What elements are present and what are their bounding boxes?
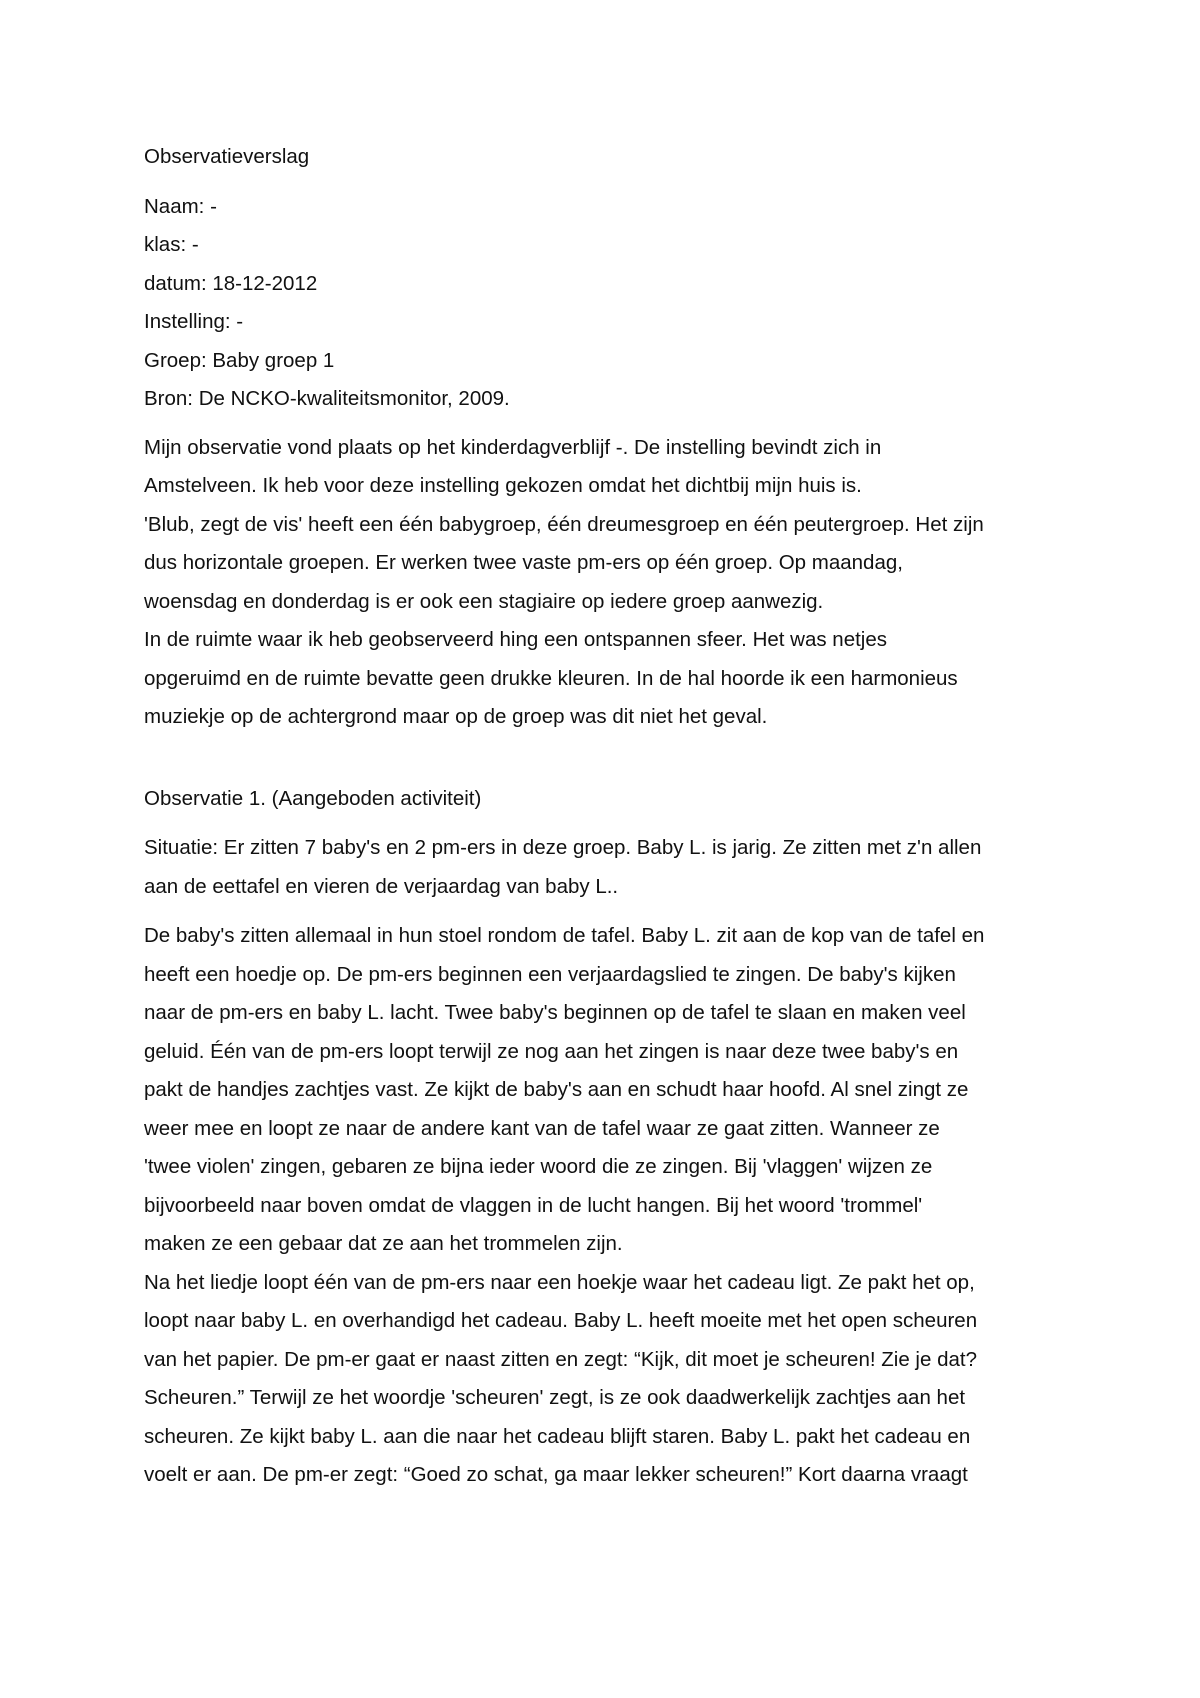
intro-line: dus horizontale groepen. Er werken twee vaste pm-ers op één groep. Op maandag, [144,551,903,574]
meta-bron: Bron: De NCKO-kwaliteitsmonitor, 2009. [144,387,510,410]
body-line: De baby's zitten allemaal in hun stoel rondom de tafel. Baby L. zit aan de kop van de tafel en [144,924,985,947]
intro-paragraph [144,429,1074,737]
situation-line: aan de eettafel en vieren de verjaardag van baby L.. [144,874,619,898]
body-line: naar de pm-ers en baby L. lacht. Twee baby's beginnen op de tafel te slaan en maken veel [144,1001,966,1024]
body-line: Scheuren.” Terwijl ze het woordje 'scheuren' zegt, is ze ook daadwerkelijk zachtjes aan het [144,1386,966,1409]
intro-line: opgeruimd en de ruimte bevatte geen drukke kleuren. In de hal hoorde ik een harmonieus [144,666,958,690]
meta-block [144,188,1074,419]
intro-line: 'Blub, zegt de vis' heeft een één babygroep, één dreumesgroep en één peutergroep. Het zijn [144,512,984,536]
document-title: Observatieverslag [144,145,310,168]
meta-klas: klas: - [144,233,199,256]
body-line: maken ze een gebaar dat ze aan het trommelen zijn. [144,1232,623,1255]
meta-datum: datum: 18-12-2012 [144,271,318,295]
situation-line: Situatie: Er zitten 7 baby's en 2 pm-ers in deze groep. Baby L. is jarig. Ze zitten met z'n allen [144,836,982,859]
intro-line: woensdag en donderdag is er ook een stagiaire op iedere groep aanwezig. [144,589,824,613]
body-line: bijvoorbeeld naar boven omdat de vlaggen in de lucht hangen. Bij het woord 'trommel' [144,1193,923,1217]
intro-line: Amstelveen. Ik heb voor deze instelling gekozen omdat het dichtbij mijn huis is. [144,474,862,497]
situation-paragraph [144,829,1074,906]
body-line: scheuren. Ze kijkt baby L. aan die naar het cadeau blijft staren. Baby L. pakt het cadeau en [144,1424,971,1448]
body-line: pakt de handjes zachtjes vast. Ze kijkt de baby's aan en schudt haar hoofd. Al snel zingt ze [144,1078,969,1101]
intro-line: muziekje op de achtergrond maar op de groep was dit niet het geval. [144,705,768,728]
document-page [144,138,1074,1495]
body-line: Na het liedje loopt één van de pm-ers naar een hoekje waar het cadeau ligt. Ze pakt het op, [144,1270,975,1294]
intro-line: Mijn observatie vond plaats op het kinderdagverblijf -. De instelling bevindt zich in [144,435,882,459]
meta-groep: Groep: Baby groep 1 [144,348,335,372]
body-line: weer mee en loopt ze naar de andere kant van de tafel waar ze gaat zitten. Wanneer ze [144,1116,940,1140]
body-line: heeft een hoedje op. De pm-ers beginnen een verjaardagslied te zingen. De baby's kijken [144,962,956,986]
body-line: voelt er aan. De pm-er zegt: “Goed zo schat, ga maar lekker scheuren!” Kort daarna vraagt [144,1463,968,1486]
observation-body [144,917,1074,1495]
body-line: geluid. Één van de pm-ers loopt terwijl ze nog aan het zingen is naar deze twee baby's en [144,1039,959,1063]
meta-naam: Naam: - [144,194,217,218]
body-line: 'twee violen' zingen, gebaren ze bijna ieder woord die ze zingen. Bij 'vlaggen' wijzen ze [144,1155,933,1178]
meta-instelling: Instelling: - [144,310,244,333]
body-line: van het papier. De pm-er gaat er naast zitten en zegt: “Kijk, dit moet je scheuren! Zie je dat? [144,1347,977,1371]
intro-line: In de ruimte waar ik heb geobserveerd hing een ontspannen sfeer. Het was netjes [144,628,888,651]
body-line: loopt naar baby L. en overhandigd het cadeau. Baby L. heeft moeite met het open scheuren [144,1309,978,1332]
observation-title: Observatie 1. (Aangeboden activiteit) [144,786,482,810]
